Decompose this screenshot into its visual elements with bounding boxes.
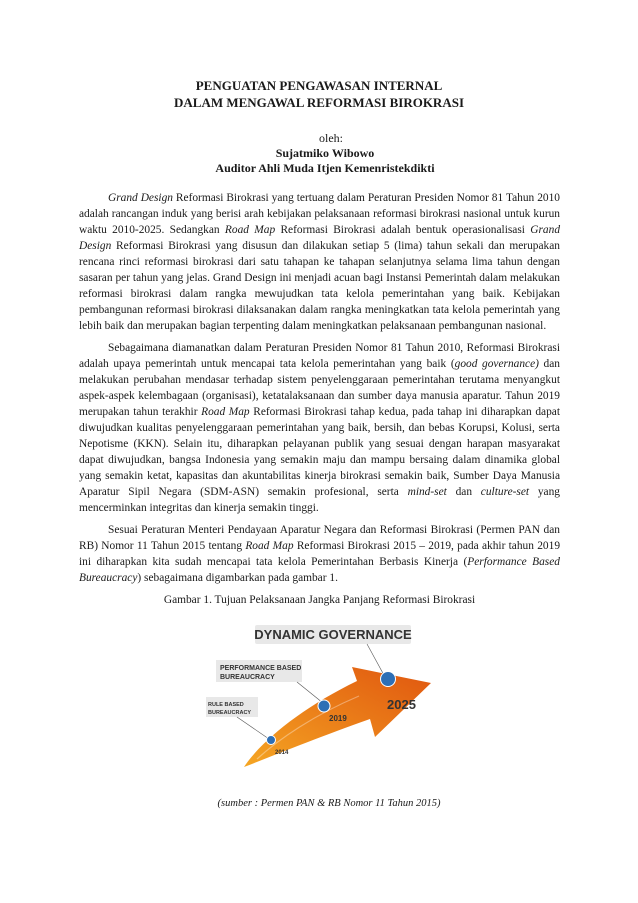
figure-caption: Gambar 1. Tujuan Pelaksanaan Jangka Panjang Reformasi Birokrasi: [163, 594, 476, 606]
figure-source: (sumber : Permen PAN & RB Nomor 11 Tahun 2015): [217, 798, 441, 809]
text-span: dan melakukan perubahan mendasar terhadap sistem penyelenggaraan pemerintahan terutama menyangkut aspek-aspek kelembagaan (organisasi), ketatalaksanaan dan sumber daya manusia aparatur. Tahun 2019 merupakan tahun terakhir: [79, 358, 561, 418]
mid-label-line-1: PERFORMANCE BASED: [220, 665, 302, 672]
roadmap-figure: [199, 619, 439, 769]
milestone-dot-2014: [267, 736, 276, 745]
text-span: Sesuai Peraturan Menteri Pendayaan Aparatur Negara dan Reformasi Birokrasi (Permen PAN dan RB) Nomor 11 Tahun 2015 tentang: [79, 524, 560, 552]
milestone-dot-2019: [318, 700, 330, 712]
text-span: Reformasi Birokrasi yang tertuang dalam Peraturan Presiden Nomor 81 Tahun 2010 adalah rancangan induk yang berisi arah kebijakan pelaksanaan reformasi birokrasi nasional untuk kurun waktu 2010-2025. Sedangkan: [79, 192, 560, 236]
title-line-1: PENGUATAN PENGAWASAN INTERNAL: [195, 78, 443, 93]
text-span: Reformasi Birokrasi 2015 – 2019, pada akhir tahun 2019 ini diharapkan kita sudah mencapai tata kelola Pemerintahan Berbasis Kinerja (: [79, 540, 561, 568]
emphasis: culture-set: [480, 486, 530, 498]
paragraph-2: [79, 340, 560, 516]
year-2019-label: 2019: [329, 714, 347, 723]
paragraph-3: [79, 522, 560, 586]
year-2014-label: 2014: [275, 750, 289, 756]
text-span: yang mencerminkan integritas dan kinerja semakin tinggi.: [79, 486, 560, 514]
emphasis: Performance Based Bureaucracy: [79, 556, 560, 584]
author-name: Sujatmiko Wibowo: [275, 146, 375, 160]
article-body: [79, 190, 560, 614]
emphasis: mind-set: [407, 486, 447, 498]
low-leader-line: [237, 717, 269, 739]
text-span: Reformasi Birokrasi tahap kedua, pada tahap ini diharapkan dapat diwujudkan kualitas penyelenggaraan pemerintahan yang baik, bersih, dan bebas Korupsi, Kolusi, serta Nepotisme (KKN). Selain itu, diharapkan pelayanan publik yang sesuai dengan harapan masyarakat dapat diwujudkan, bangsa Indonesia yang semakin maju dan mampu bersaing dalam dinamika global yang semakin ketat, kapasitas dan akuntabilitas kinerja birokrasi semakin baik, Sumber Daya Manusia Aparatur Sipil Negara (SDM-ASN) semakin profesional, serta: [79, 406, 560, 498]
top-label: DYNAMIC GOVERNANCE: [254, 627, 412, 642]
emphasis: Grand Design: [79, 224, 561, 252]
emphasis: Road Map: [245, 540, 294, 552]
emphasis: good governance): [454, 358, 539, 370]
text-span: ) sebagaimana digambarkan pada gambar 1.: [137, 572, 338, 584]
emphasis: Road Map: [201, 406, 250, 418]
author-role: Auditor Ahli Muda Itjen Kemenristekdikti: [215, 161, 435, 175]
mid-leader-line: [297, 682, 323, 703]
text-span: Reformasi Birokrasi adalah bentuk operasionalisasi: [275, 224, 531, 236]
year-2025-label: 2025: [387, 697, 416, 712]
text-span: Sebagaimana diamanatkan dalam Peraturan Presiden Nomor 81 Tahun 2010, Reformasi Birokrasi adalah upaya pemerintah untuk mencapai tata kelola pemerintahan yang baik (: [79, 342, 560, 370]
text-span: dan: [446, 486, 481, 498]
paragraph-1: [79, 190, 560, 334]
emphasis: Road Map: [224, 224, 276, 236]
emphasis: Grand Design: [108, 192, 173, 204]
author-by: oleh:: [319, 131, 343, 145]
text-span: Reformasi Birokrasi yang disusun dan dilakukan setiap 5 (lima) tahun sekali dan merupakan rencana rinci reformasi birokrasi dari satu tahapan ke tahapan selanjutnya selama lima tahun dengan sasaran per tahun yang jelas. Grand Design ini menjadi acuan bagi Instansi Pemerintah dalam melakukan reformasi birokrasi dalam rangka mewujudkan tata kelola pemerintahan yang baik. Kebijakan pembangunan reformasi birokrasi dilaksanakan dalam rangka meningkatkan tata kelola pemerintah yang lebih baik dan merupakan bagian terpenting dalam meningkatkan pelaksanaan pembangunan nasional.: [79, 240, 560, 332]
title-line-2: DALAM MENGAWAL REFORMASI BIROKRASI: [174, 95, 464, 110]
low-label-line-2: BUREAUCRACY: [208, 710, 252, 716]
milestone-dot-2025: [381, 672, 396, 687]
mid-label-line-2: BUREAUCRACY: [220, 674, 275, 681]
low-label-line-1: RULE BASED: [208, 702, 244, 708]
